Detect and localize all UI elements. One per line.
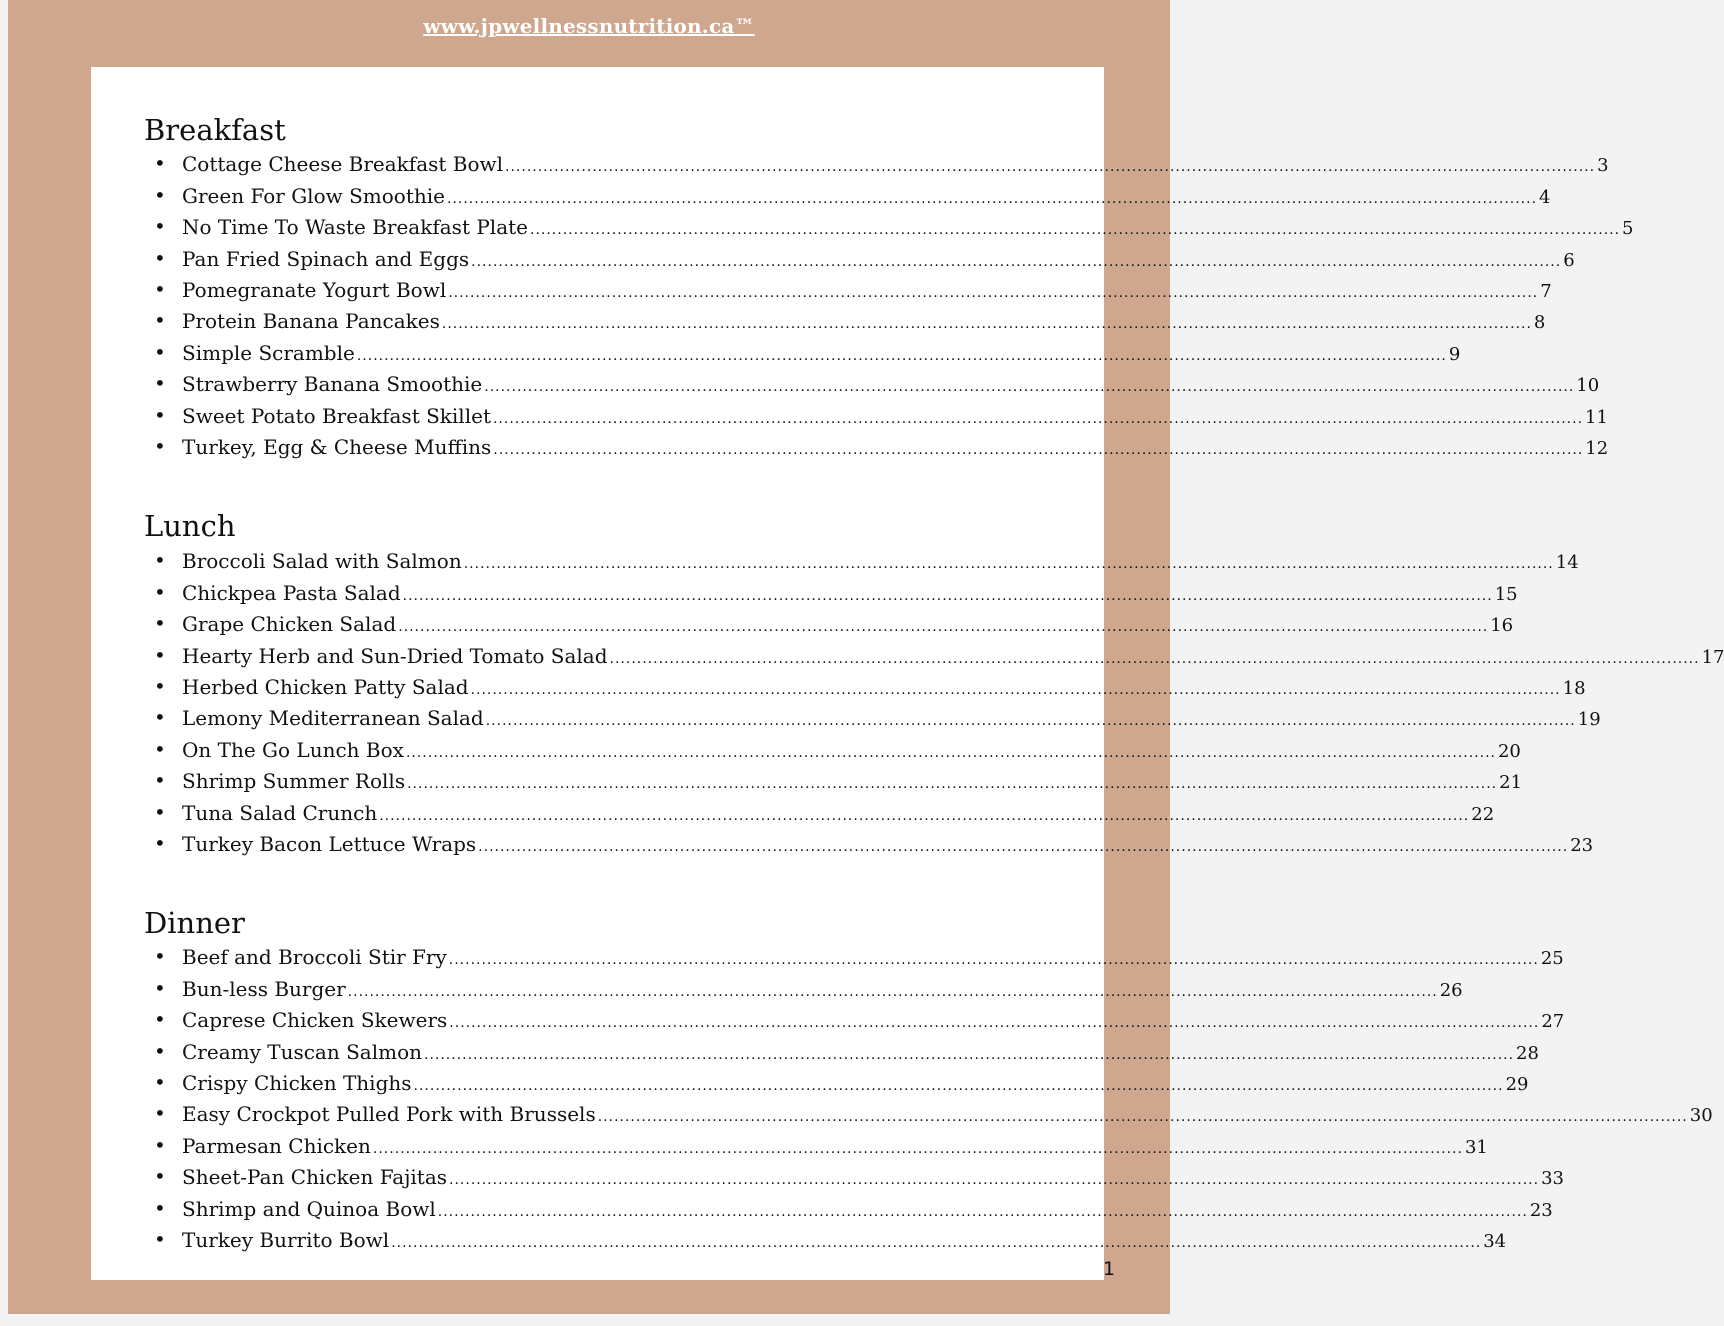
dot-leader: ........................................................................................................................................................................................................ (391, 1234, 1482, 1251)
toc-entry-page: 10 (1576, 375, 1600, 397)
toc-entry[interactable] (144, 335, 1461, 366)
page-number: 1 (1103, 1258, 1116, 1280)
toc-entry-page: 8 (1533, 312, 1546, 334)
section-title-lunch: Lunch (144, 509, 236, 543)
dot-leader: ........................................................................................................................................................................................................ (446, 190, 1538, 207)
toc-entry-page: 26 (1439, 979, 1463, 1001)
toc-entry-title: • Turkey, Egg & Cheese Muffins (182, 434, 492, 459)
dot-leader: ........................................................................................................................................................................................................ (402, 587, 1493, 604)
toc-entry-title: • Simple Scramble (182, 340, 355, 365)
toc-page (91, 67, 1724, 1280)
toc-entry[interactable] (144, 971, 1463, 1002)
dot-leader: ........................................................................................................................................................................................................ (379, 807, 1470, 824)
dot-leader: ........................................................................................................................................................................................................ (530, 222, 1621, 239)
toc-entry[interactable] (144, 304, 1546, 335)
toc-entry-title: • No Time To Waste Breakfast Plate (182, 215, 528, 240)
dot-leader: ........................................................................................................................................................................................................ (449, 1015, 1540, 1032)
toc-entry-title: • Pan Fried Spinach and Eggs (182, 246, 470, 271)
toc-entry-title: • Grape Chicken Salad (182, 612, 397, 637)
dot-leader: ........................................................................................................................................................................................................ (478, 838, 1569, 855)
dot-leader: ........................................................................................................................................................................................................ (505, 159, 1596, 176)
dot-leader: ........................................................................................................................................................................................................ (407, 776, 1498, 793)
dot-leader: ........................................................................................................................................................................................................ (448, 284, 1539, 301)
toc-entry-title: • Sheet-Pan Chicken Fajitas (182, 1165, 448, 1190)
toc-entry-title: • Broccoli Salad with Salmon (182, 549, 462, 574)
page-frame (8, 0, 1724, 1314)
toc-entry-page: 23 (1570, 834, 1594, 856)
toc-entry[interactable] (144, 1223, 1507, 1254)
dot-leader: ........................................................................................................................................................................................................ (492, 410, 1584, 427)
toc-entry[interactable] (144, 273, 1552, 304)
dot-leader: ........................................................................................................................................................................................................ (449, 1172, 1540, 1189)
toc-entry-title: • Lemony Mediterranean Salad (182, 706, 484, 731)
toc-entry[interactable] (144, 178, 1551, 209)
toc-entry-page: 17 (1701, 646, 1724, 668)
dot-leader: ........................................................................................................................................................................................................ (356, 347, 1447, 364)
toc-entry-page: 9 (1448, 343, 1461, 365)
dot-leader: ........................................................................................................................................................................................................ (441, 316, 1532, 333)
toc-entry-page: 30 (1689, 1105, 1713, 1127)
dot-leader: ........................................................................................................................................................................................................ (470, 681, 1561, 698)
dot-leader: ........................................................................................................................................................................................................ (471, 253, 1562, 270)
toc-entry[interactable] (144, 940, 1564, 971)
dot-leader: ........................................................................................................................................................................................................ (463, 556, 1554, 573)
toc-entry[interactable] (144, 241, 1575, 272)
dot-leader: ........................................................................................................................................................................................................ (609, 650, 1700, 667)
dinner-list (144, 940, 1713, 1254)
toc-entry[interactable] (144, 430, 1609, 461)
toc-entry[interactable] (144, 1191, 1553, 1222)
toc-entry-title: • Hearty Herb and Sun-Dried Tomato Salad (182, 643, 608, 668)
toc-entry[interactable] (144, 1097, 1713, 1128)
section-title-dinner: Dinner (144, 906, 245, 940)
toc-entry-page: 25 (1540, 948, 1564, 970)
dot-leader: ........................................................................................................................................................................................................ (413, 1077, 1504, 1094)
toc-entry-title: • Turkey Bacon Lettuce Wraps (182, 831, 477, 856)
toc-entry-page: 7 (1540, 280, 1552, 302)
toc-entry-page: 16 (1490, 615, 1514, 637)
breakfast-list (144, 147, 1634, 461)
toc-entry[interactable] (144, 1066, 1529, 1097)
toc-entry-page: 15 (1494, 583, 1518, 605)
toc-entry[interactable] (144, 607, 1514, 638)
dot-leader: ........................................................................................................................................................................................................ (597, 1109, 1688, 1126)
toc-entry-page: 33 (1541, 1168, 1564, 1190)
toc-entry-page: 27 (1541, 1011, 1565, 1033)
dot-leader: ........................................................................................................................................................................................................ (424, 1046, 1515, 1063)
toc-entry-title: • Beef and Broccoli Stir Fry (182, 945, 447, 970)
toc-entry-title: • Tuna Salad Crunch (182, 800, 378, 825)
toc-entry-title: • Sweet Potato Breakfast Skillet (182, 403, 491, 428)
toc-entry-page: 29 (1505, 1073, 1529, 1095)
toc-entry-title: • Herbed Chicken Patty Salad (182, 674, 469, 699)
toc-entry-page: 6 (1563, 249, 1575, 271)
toc-entry-title: • Pomegranate Yogurt Bowl (182, 277, 447, 302)
toc-entry-title: • Shrimp and Quinoa Bowl (182, 1196, 436, 1221)
toc-entry-title: • Crispy Chicken Thighs (182, 1070, 412, 1095)
toc-entry[interactable] (144, 827, 1594, 858)
toc-entry[interactable] (144, 795, 1495, 826)
toc-entry[interactable] (144, 764, 1523, 795)
toc-entry-title: • Green For Glow Smoothie (182, 183, 445, 208)
toc-entry-page: 19 (1577, 709, 1601, 731)
toc-entry[interactable] (144, 367, 1600, 398)
dot-leader: ........................................................................................................................................................................................................ (347, 983, 1438, 1000)
toc-entry-title: • Strawberry Banana Smoothie (182, 372, 483, 397)
toc-entry[interactable] (144, 1128, 1488, 1159)
toc-entry-page: 18 (1562, 677, 1586, 699)
toc-entry-page: 11 (1585, 406, 1608, 428)
toc-entry-page: 34 (1483, 1230, 1507, 1252)
toc-entry[interactable] (144, 544, 1579, 575)
toc-entry-title: • Cottage Cheese Breakfast Bowl (182, 152, 504, 177)
toc-entry[interactable] (144, 210, 1634, 241)
dot-leader: ........................................................................................................................................................................................................ (405, 744, 1496, 761)
dot-leader: ........................................................................................................................................................................................................ (485, 713, 1576, 730)
toc-entry-title: • Chickpea Pasta Salad (182, 580, 401, 605)
toc-entry-page: 20 (1497, 740, 1521, 762)
lunch-list (144, 544, 1724, 858)
toc-entry[interactable] (144, 701, 1601, 732)
toc-entry[interactable] (144, 575, 1518, 606)
toc-entry-page: 12 (1585, 437, 1609, 459)
toc-entry-title: • Creamy Tuscan Salmon (182, 1039, 422, 1064)
dot-leader: ........................................................................................................................................................................................................ (437, 1203, 1528, 1220)
toc-entry[interactable] (144, 1003, 1565, 1034)
toc-entry-title: • Easy Crockpot Pulled Pork with Brussels (182, 1102, 596, 1127)
section-title-breakfast: Breakfast (144, 113, 286, 147)
toc-entry-page: 22 (1471, 803, 1495, 825)
dot-leader: ........................................................................................................................................................................................................ (448, 952, 1539, 969)
toc-entry-title: • On The Go Lunch Box (182, 737, 404, 762)
toc-entry-page: 23 (1529, 1199, 1553, 1221)
toc-entry[interactable] (144, 638, 1724, 669)
toc-entry-page: 5 (1622, 218, 1634, 240)
toc-entry-title: • Caprese Chicken Skewers (182, 1008, 448, 1033)
toc-entry[interactable] (144, 398, 1608, 429)
dot-leader: ........................................................................................................................................................................................................ (372, 1140, 1463, 1157)
toc-entry-title: • Turkey Burrito Bowl (182, 1227, 390, 1252)
toc-entry[interactable] (144, 670, 1586, 701)
toc-entry-title: • Bun-less Burger (182, 976, 346, 1001)
toc-entry-title: • Parmesan Chicken (182, 1133, 371, 1158)
site-link[interactable]: www.jpwellnessnutrition.ca™ (423, 14, 755, 38)
toc-entry-title: • Protein Banana Pancakes (182, 309, 440, 334)
toc-entry-page: 4 (1539, 186, 1551, 208)
toc-entry[interactable] (144, 732, 1521, 763)
toc-entry-page: 28 (1516, 1042, 1539, 1064)
toc-entry-page: 14 (1555, 552, 1579, 574)
toc-entry-page: 31 (1464, 1136, 1488, 1158)
toc-entry-page: 21 (1499, 772, 1523, 794)
dot-leader: ........................................................................................................................................................................................................ (493, 441, 1584, 458)
toc-entry[interactable] (144, 1034, 1539, 1065)
dot-leader: ........................................................................................................................................................................................................ (398, 619, 1489, 636)
toc-entry[interactable] (144, 147, 1609, 178)
toc-entry-title: • Shrimp Summer Rolls (182, 769, 406, 794)
dot-leader: ........................................................................................................................................................................................................ (484, 379, 1575, 396)
toc-entry-page: 3 (1597, 155, 1609, 177)
toc-entry[interactable] (144, 1160, 1564, 1191)
